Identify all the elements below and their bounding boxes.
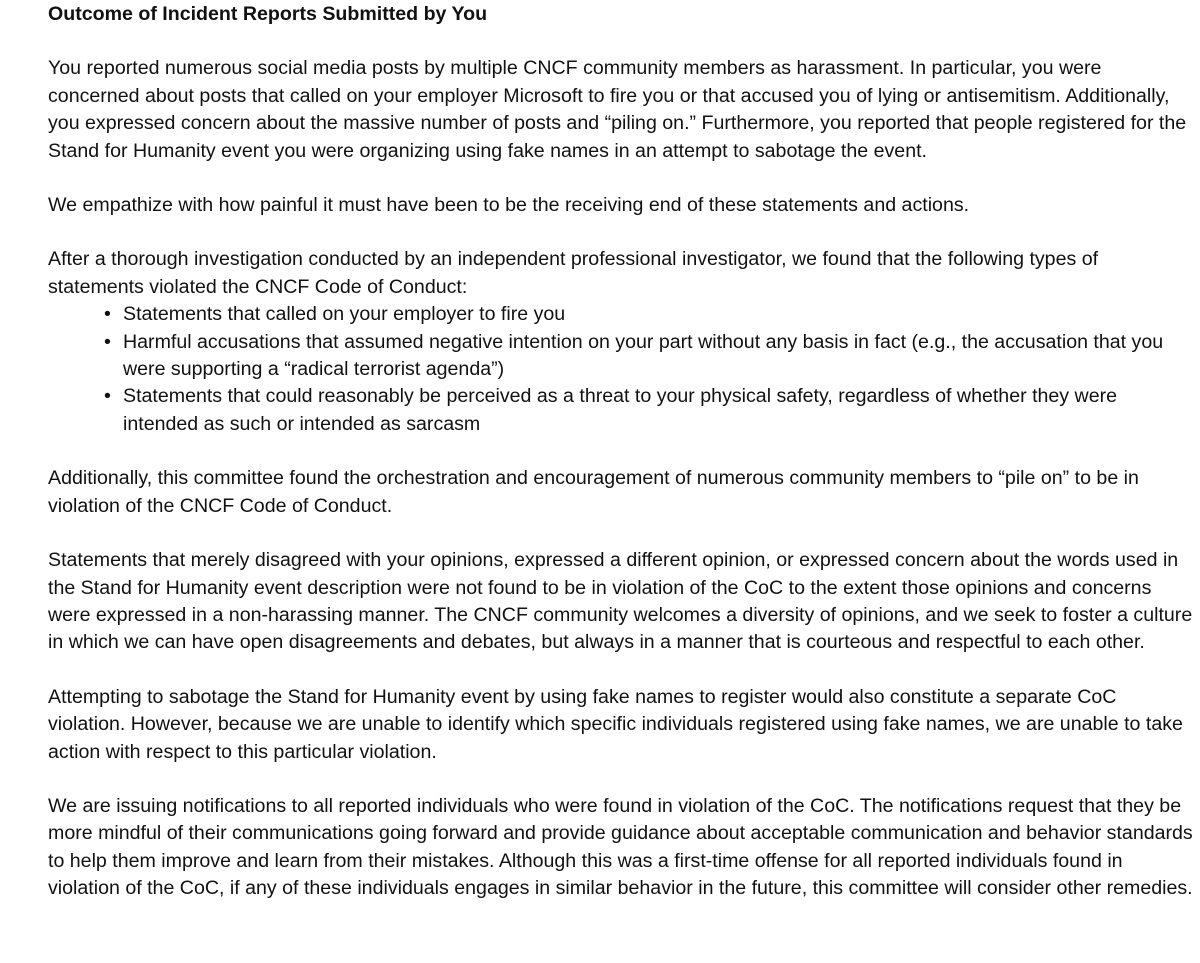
paragraph-empathy: We empathize with how painful it must have been to be the receiving end of these statements and actions. xyxy=(48,194,970,217)
violation-list-item: • Statements that could reasonably be perceived as a threat to your physical safety, regardless of whether they were intended as such or intended as sarcasm xyxy=(123,383,1196,438)
violation-list-item: • Harmful accusations that assumed negative intention on your part without any basis in fact (e.g., the accusation that you were supporting a “radical terrorist agenda”) xyxy=(123,329,1196,384)
paragraph-reports-summary: You reported numerous social media posts by multiple CNCF community members as harassment. In particular, you were concerned about posts that called on your employer Microsoft to fire you or that accused you of lying or antisemitism. Additionally, you expressed concern about the massive number of posts and “piling on.” Furthermore, you reported that people registered for the Stand for Humanity event you were organizing using fake names in an attempt to sabotage the event. xyxy=(48,57,1187,162)
paragraph-notifications: We are issuing notifications to all reported individuals who were found in violation of the CoC. The notifications request that they be more mindful of their communications going forward and provide guidance about acceptable communication and behavior standards to help them improve and learn from their mistakes. Although this was a first-time offense for all reported individuals found in violation of the CoC, if any of these individuals engages in similar behavior in the future, this committee will consider other remedies. xyxy=(48,794,1193,900)
paragraph-disagreements: Statements that merely disagreed with your opinions, expressed a different opinion, or expressed concern about the words used in the Stand for Humanity event description were not found to be in violation of the CoC to the extent those opinions and concerns were expressed in a non-harassing manner. The CNCF community welcomes a diversity of opinions, and we seek to foster a culture in which we can have open disagreements and debates, but always in a manner that is courteous and respectful to each other. xyxy=(48,549,1193,654)
paragraph-investigation: After a thorough investigation conducted by an independent professional investigator, we found that the following types of statements violated the CNCF Code of Conduct: xyxy=(48,248,1099,298)
violation-list xyxy=(48,301,1196,438)
paragraph-pile-on: Additionally, this committee found the orchestration and encouragement of numerous community members to “pile on” to be in violation of the CNCF Code of Conduct. xyxy=(48,467,1139,517)
violation-list-item: • Statements that called on your employer to fire you xyxy=(123,301,1196,328)
document-body xyxy=(48,1,1196,903)
document-title: Outcome of Incident Reports Submitted by You xyxy=(48,3,488,25)
paragraph-sabotage: Attempting to sabotage the Stand for Humanity event by using fake names to register would also constitute a separate CoC violation. However, because we are unable to identify which specific individuals registered using fake names, we are unable to take action with respect to this particular violation. xyxy=(48,685,1183,763)
